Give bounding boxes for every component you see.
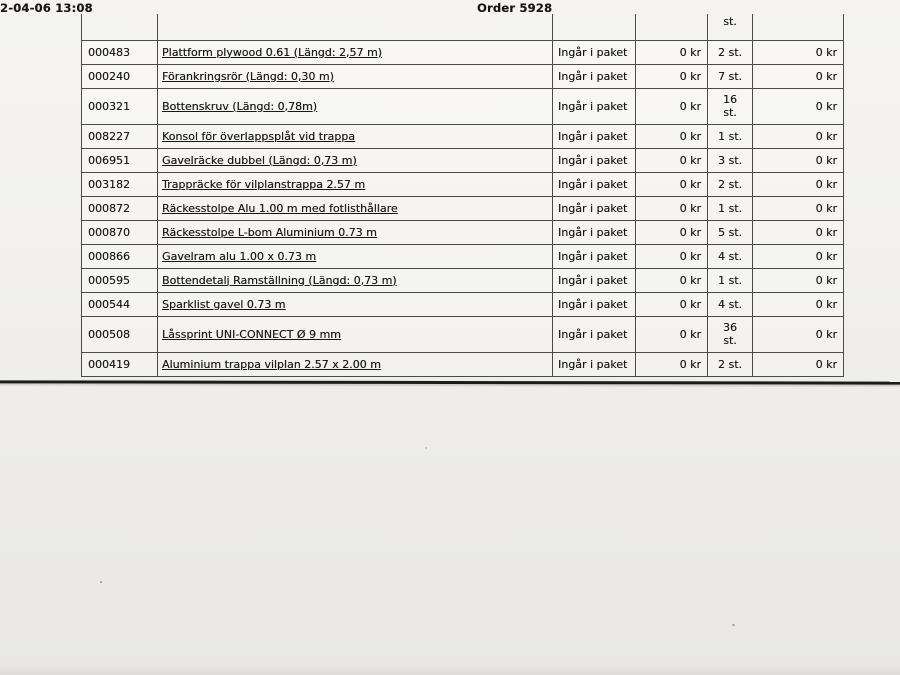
price-cell: 0 kr bbox=[636, 292, 708, 316]
table-row bbox=[82, 268, 844, 292]
qty-cell bbox=[708, 316, 753, 352]
package-cell: Ingår i paket bbox=[553, 124, 636, 148]
description-cell bbox=[158, 268, 553, 292]
price-cell: 0 kr bbox=[636, 196, 708, 220]
article-number-cell: 000240 bbox=[82, 64, 158, 88]
item-description-link: Låssprint UNI-CONNECT Ø 9 mm bbox=[162, 327, 341, 341]
table-row bbox=[82, 352, 844, 376]
item-description-link: Gavelräcke dubbel (Längd: 0,73 m) bbox=[162, 153, 357, 167]
description-cell bbox=[158, 88, 553, 124]
qty-cell: 5 st. bbox=[708, 220, 753, 244]
total-cell: 0 kr bbox=[753, 172, 844, 196]
description-cell bbox=[158, 148, 553, 172]
qty-cell: 2 st. bbox=[708, 352, 753, 376]
package-cell: Ingår i paket bbox=[553, 40, 636, 64]
qty-cell: 1 st. bbox=[708, 124, 753, 148]
item-description-link: Trappräcke för vilplanstrappa 2.57 m bbox=[162, 177, 366, 191]
table-row bbox=[82, 292, 844, 316]
qty-cell: 2 st. bbox=[708, 40, 753, 64]
item-description-link: Aluminium trappa vilplan 2.57 x 2.00 m bbox=[162, 357, 381, 371]
package-cell: Ingår i paket bbox=[553, 268, 636, 292]
total-cell: 0 kr bbox=[753, 124, 844, 148]
price-cell: 0 kr bbox=[636, 88, 708, 124]
description-cell bbox=[158, 40, 553, 64]
item-description-link: Räckesstolpe L-bom Aluminium 0.73 m bbox=[162, 225, 377, 239]
total-cell: 0 kr bbox=[753, 148, 844, 172]
price-cell: 0 kr bbox=[636, 64, 708, 88]
item-description-link: Räckesstolpe Alu 1.00 m med fotlisthållare bbox=[162, 201, 398, 215]
total-cell: 0 kr bbox=[753, 40, 844, 64]
scan-speck bbox=[732, 623, 736, 626]
price-cell: 0 kr bbox=[636, 316, 708, 352]
article-number-cell: 000483 bbox=[82, 40, 158, 64]
total-cell: 0 kr bbox=[753, 220, 844, 244]
description-cell bbox=[158, 292, 553, 316]
article-number-cell: 000544 bbox=[82, 292, 158, 316]
total-cell: 0 kr bbox=[753, 316, 844, 352]
article-cell bbox=[82, 14, 158, 40]
table-row bbox=[82, 88, 844, 124]
item-description-link: Gavelram alu 1.00 x 0.73 m bbox=[162, 249, 317, 263]
table-row bbox=[82, 148, 844, 172]
qty-cell: 4 st. bbox=[708, 292, 753, 316]
description-cell bbox=[158, 196, 553, 220]
item-description-link: Plattform plywood 0.61 (Längd: 2,57 m) bbox=[162, 45, 382, 59]
qty-cell: 2 st. bbox=[708, 172, 753, 196]
description-cell bbox=[158, 220, 553, 244]
qty-cell: 3 st. bbox=[708, 148, 753, 172]
table-row bbox=[82, 64, 844, 88]
price-cell: 0 kr bbox=[636, 244, 708, 268]
item-description-link: Bottendetalj Ramställning (Längd: 0,73 m) bbox=[162, 273, 397, 287]
price-cell: 0 kr bbox=[636, 148, 708, 172]
article-number-cell: 000870 bbox=[82, 220, 158, 244]
total-cell: 0 kr bbox=[753, 268, 844, 292]
price-cell: 0 kr bbox=[636, 220, 708, 244]
package-cell bbox=[553, 14, 636, 40]
qty-wrapped: 36 st. bbox=[723, 321, 737, 347]
total-cell: 0 kr bbox=[753, 292, 844, 316]
table-row bbox=[82, 172, 844, 196]
article-number-cell: 008227 bbox=[82, 124, 158, 148]
table-row bbox=[82, 244, 844, 268]
price-cell bbox=[636, 14, 708, 40]
carryover-row bbox=[82, 14, 844, 40]
article-number-cell: 000321 bbox=[82, 88, 158, 124]
total-cell bbox=[753, 14, 844, 40]
qty-cell: 4 st. bbox=[708, 244, 753, 268]
print-datetime: 2-04-06 13:08 bbox=[0, 1, 93, 15]
article-number-cell: 003182 bbox=[82, 172, 158, 196]
description-cell bbox=[158, 124, 553, 148]
order-items-table bbox=[81, 14, 844, 377]
description-cell bbox=[158, 64, 553, 88]
description-cell bbox=[158, 316, 553, 352]
item-description-link: Sparklist gavel 0.73 m bbox=[162, 297, 286, 311]
package-cell: Ingår i paket bbox=[553, 292, 636, 316]
qty-cell: st. bbox=[708, 14, 753, 40]
package-cell: Ingår i paket bbox=[553, 220, 636, 244]
qty-wrapped: 16 st. bbox=[723, 93, 737, 119]
description-cell bbox=[158, 244, 553, 268]
package-cell: Ingår i paket bbox=[553, 172, 636, 196]
qty-cell: 1 st. bbox=[708, 196, 753, 220]
price-cell: 0 kr bbox=[636, 40, 708, 64]
package-cell: Ingår i paket bbox=[553, 64, 636, 88]
price-cell: 0 kr bbox=[636, 124, 708, 148]
page-bottom-rule bbox=[0, 380, 900, 384]
article-number-cell: 000595 bbox=[82, 268, 158, 292]
item-description-link: Konsol för överlappsplåt vid trappa bbox=[162, 129, 355, 143]
package-cell: Ingår i paket bbox=[553, 316, 636, 352]
article-number-cell: 006951 bbox=[82, 148, 158, 172]
description-cell bbox=[158, 352, 553, 376]
article-number-cell: 000872 bbox=[82, 196, 158, 220]
table-row bbox=[82, 196, 844, 220]
article-number-cell: 000508 bbox=[82, 316, 158, 352]
scan-speck bbox=[100, 581, 102, 583]
table-row bbox=[82, 40, 844, 64]
total-cell: 0 kr bbox=[753, 352, 844, 376]
package-cell: Ingår i paket bbox=[553, 196, 636, 220]
description-cell bbox=[158, 172, 553, 196]
table-row bbox=[82, 220, 844, 244]
scan-speck bbox=[425, 447, 427, 449]
page-title: Order 5928 bbox=[477, 1, 553, 15]
total-cell: 0 kr bbox=[753, 196, 844, 220]
qty-cell bbox=[708, 88, 753, 124]
package-cell: Ingår i paket bbox=[553, 88, 636, 124]
table-row bbox=[82, 124, 844, 148]
article-number-cell: 000419 bbox=[82, 352, 158, 376]
total-cell: 0 kr bbox=[753, 88, 844, 124]
table-row bbox=[82, 316, 844, 352]
package-cell: Ingår i paket bbox=[553, 244, 636, 268]
price-cell: 0 kr bbox=[636, 172, 708, 196]
order-items-table-body bbox=[82, 14, 844, 376]
package-cell: Ingår i paket bbox=[553, 148, 636, 172]
price-cell: 0 kr bbox=[636, 352, 708, 376]
item-description-link: Förankringsrör (Längd: 0,30 m) bbox=[162, 69, 334, 83]
total-cell: 0 kr bbox=[753, 64, 844, 88]
price-cell: 0 kr bbox=[636, 268, 708, 292]
item-description-link: Bottenskruv (Längd: 0,78m) bbox=[162, 99, 318, 113]
description-cell bbox=[158, 14, 553, 40]
qty-cell: 1 st. bbox=[708, 268, 753, 292]
qty-cell: 7 st. bbox=[708, 64, 753, 88]
total-cell: 0 kr bbox=[753, 244, 844, 268]
article-number-cell: 000866 bbox=[82, 244, 158, 268]
package-cell: Ingår i paket bbox=[553, 352, 636, 376]
